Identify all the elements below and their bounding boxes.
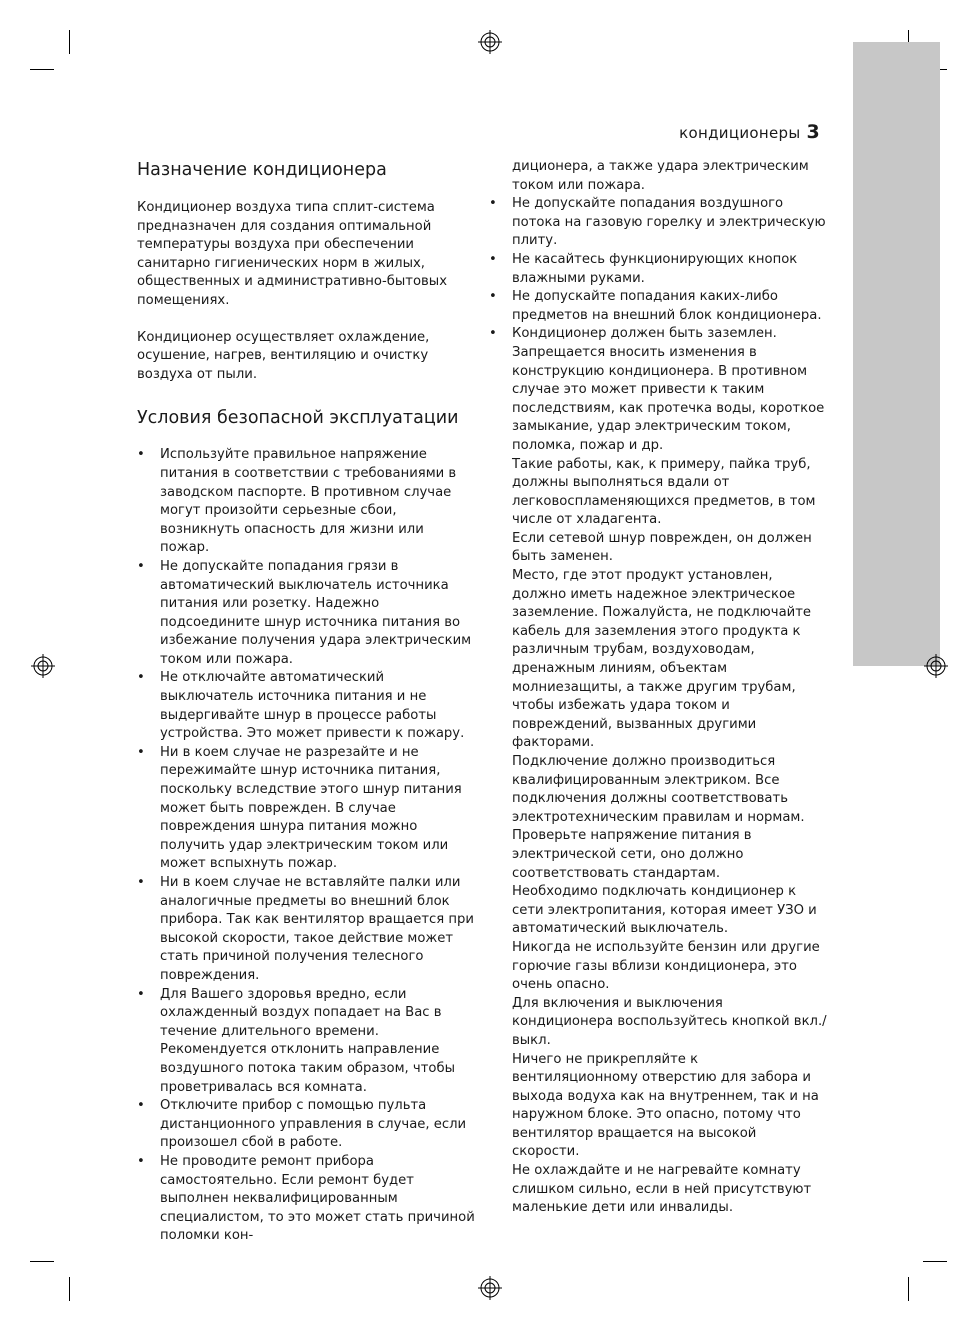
safety-list-item: • Не допускайте попадания грязи в автоматический выключатель источника питания или розетку. Надежно подсоедините шнур источника питания во избежание получения удара электрическим током или пожара. (137, 558, 475, 670)
registration-mark-icon (478, 1276, 502, 1300)
registration-mark-icon (31, 654, 55, 678)
safety-paragraph: Необходимо подключать кондиционер к сети электропитания, которая имеет УЗО и автоматический выключатель. (512, 884, 817, 937)
safety-continuation: диционера, а также удара электрическим током или пожара. (512, 159, 809, 193)
safety-list-item: • Не допускайте попадания каких-либо предметов на внешний блок кондиционера. (489, 288, 827, 325)
safety-list (137, 446, 475, 1246)
page-number: 3 (806, 121, 820, 143)
running-head (679, 121, 820, 143)
safety-paragraph: Подключение должно производиться квалифицированным электриком. Все подключения должны соответствовать электротехническим правилам и нормам. (512, 754, 805, 825)
crop-mark (923, 1261, 947, 1262)
registration-mark-icon (924, 654, 948, 678)
safety-heading: Условия безопасной эксплуатации (137, 408, 459, 429)
safety-list-item: • Используйте правильное напряжение питания в соответствии с требованиями в заводском паспорте. В противном случае могут произойти серьезные сбои, возникнуть опасность для жизни или пожар. (137, 446, 475, 558)
safety-list-continued (489, 195, 827, 344)
safety-paragraph: Место, где этот продукт установлен, должно иметь надежное электрическое заземление. Пожалуйста, не подключайте кабель для заземления этого продукта к различным трубам, воздуховодам, дренажным линиям, объектам молниезащиты, а также другим трубам, чтобы избежать удара током и повреждений, вызванных другими факторами. (512, 568, 812, 751)
section-title: кондиционеры (679, 124, 801, 142)
safety-list-item: • Не допускайте попадания воздушного потока на газовую горелку и электрическую плиту. (489, 195, 827, 251)
registration-mark-icon (478, 30, 502, 54)
safety-list-item: • Кондиционер должен быть заземлен. (489, 325, 827, 344)
side-tab (853, 42, 940, 666)
crop-mark (30, 69, 54, 70)
purpose-paragraph: Кондиционер воздуха типа сплит-система предназначен для создания оптимальной температуры воздуха при обеспечении санитарно гигиенических норм в жилых, общественных и административно-бытовых помещениях. (137, 200, 448, 308)
safety-paragraph: Для включения и выключения кондиционера воспользуйтесь кнопкой вкл./выкл. (512, 995, 827, 1048)
crop-mark (69, 30, 70, 54)
safety-list-item: • Отключите прибор с помощью пульта дистанционного управления в случае, если произошел сбой в работе. (137, 1097, 475, 1153)
left-column (137, 158, 475, 1246)
safety-list-item: • Не проводите ремонт прибора самостоятельно. Если ремонт будет выполнен неквалифицированным специалистом, то это может стать причиной поломки кон- (137, 1153, 475, 1246)
safety-paragraph: Если сетевой шнур поврежден, он должен быть заменен. (512, 530, 812, 565)
safety-paragraph: Не охлаждайте и не нагревайте комнату слишком сильно, если в ней присутствуют маленькие дети или инвалиды. (512, 1163, 812, 1216)
crop-mark (908, 1277, 909, 1301)
crop-mark (69, 1277, 70, 1301)
purpose-paragraph: Кондиционер осуществляет охлаждение, осушение, нагрев, вентиляцию и очистку воздуха от пыли. (137, 329, 430, 382)
right-column (489, 158, 827, 1218)
safety-list-item: • Не касайтесь функционирующих кнопок влажными руками. (489, 251, 827, 288)
safety-list-item: • Ни в коем случае не вставляйте палки или аналогичные предметы во внешний блок прибора. Так как вентилятор вращается при высокой скорости, такое действие может стать причиной получения телесного повреждения. (137, 874, 475, 986)
safety-paragraph: Ничего не прикрепляйте к вентиляционному отверстию для забора и выхода водуха как на внутреннем, так и на наружном блоке. Это опасно, потому что вентилятор вращается на высокой скорости. (512, 1051, 819, 1160)
safety-paragraph: Запрещается вносить изменения в конструкцию кондиционера. В противном случае это может привести к таким последствиям, как протечка воды, короткое замыкание, удар электрическим током, поломка, пожар и др. (512, 344, 825, 453)
safety-paragraph: Проверьте напряжение питания в электрической сети, оно должно соответствовать стандартам. (512, 828, 752, 881)
purpose-heading: Назначение кондиционера (137, 160, 387, 180)
safety-list-item: • Для Вашего здоровья вредно, если охлажденный воздух попадает на Вас в течение длительного времени. Рекомендуется отклонить направление воздушного потока таким образом, чтобы проветривалась вся комната. (137, 986, 475, 1098)
safety-list-item: • Не отключайте автоматический выключатель источника питания и не выдергивайте шнур в процессе работы устройства. Это может привести к пожару. (137, 669, 475, 743)
safety-paragraph: Такие работы, как, к примеру, пайка труб, должны выполняться вдали от легковоспламеняющихся предметов, в том числе от хладагента. (512, 456, 816, 528)
safety-list-item: • Ни в коем случае не разрезайте и не пережимайте шнур источника питания, поскольку вследствие этого шнур питания может быть поврежден. В случае повреждения шнура питания можно получить удар электрическим током или может вспыхнуть пожар. (137, 744, 475, 874)
safety-paragraph: Никогда не используйте бензин или другие горючие газы вблизи кондиционера, это очень опасно. (512, 939, 820, 993)
crop-mark (30, 1261, 54, 1262)
